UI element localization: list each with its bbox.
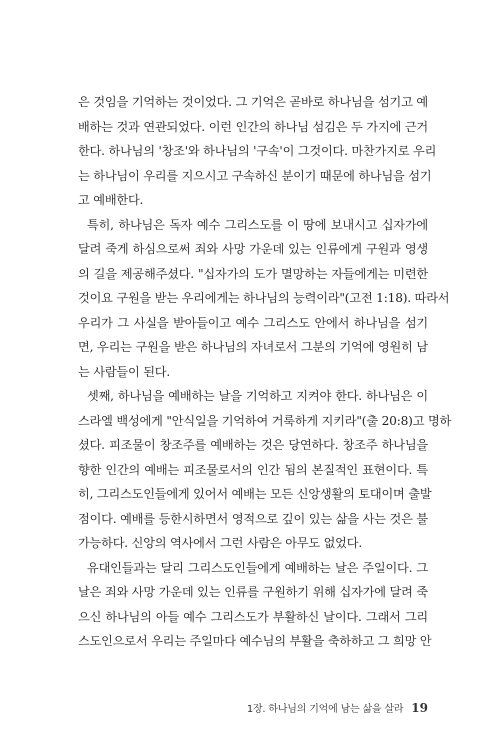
text-line: 고 예배한다. [78, 193, 144, 207]
text-line: 히, 그리스도인들에게 있어서 예배는 모든 신앙생활의 토대이며 출발 [78, 487, 432, 501]
text-line: 점이다. 예배를 등한시하면서 영적으로 깊이 있는 삶을 사는 것은 불 [78, 511, 428, 526]
paragraph-2 [78, 213, 450, 385]
page-footer [247, 700, 428, 715]
page-number: 19 [411, 701, 428, 715]
text-line: 스라엘 백성에게 "안식일을 기억하여 거룩하게 지키라"(출 20:8)고 명하 [78, 413, 452, 428]
running-footer-chapter-title: 1장. 하나님의 기억에 남는 삶을 살라 [246, 704, 404, 715]
text-line: 것이요 구원을 받는 우리에게는 하나님의 능력이라"(고전 1:18). 따라서 [78, 291, 450, 305]
text-line: 유대인들과는 달리 그리스도인들에게 예배하는 날은 주일이다. 그 [87, 560, 428, 575]
text-line: 특히, 하나님은 독자 예수 그리스도를 이 땅에 보내시고 십자가에 [87, 217, 428, 232]
body-text [78, 90, 452, 654]
paragraph-3 [78, 384, 452, 556]
text-line: 셨다. 피조물이 창조주를 예배하는 것은 당연하다. 창조주 하나님을 [78, 438, 428, 452]
text-line: 스도인으로서 우리는 주일마다 예수님의 부활을 축하하고 그 희망 안 [78, 634, 432, 648]
text-line: 는 사람들이 된다. [78, 364, 171, 379]
text-line: 으신 하나님의 아들 예수 그리스도가 부활하신 날이다. 그래서 그리 [78, 609, 428, 624]
paragraph-1 [78, 90, 437, 213]
text-line: 의 길을 제공해주셨다. "십자가의 도가 멸망하는 자들에게는 미련한 [78, 266, 428, 281]
text-line: 는 하나님이 우리를 지으시고 구속하신 분이기 때문에 하나님을 섬기 [78, 168, 432, 183]
text-line: 은 것임을 기억하는 것이었다. 그 기억은 곧바로 하나님을 섬기고 예 [78, 95, 428, 109]
text-line: 향한 인간의 예배는 피조물로서의 인간 됨의 본질적인 표현이다. 특 [78, 462, 428, 477]
text-line: 셋째, 하나님을 예배하는 날을 기억하고 지켜야 한다. 하나님은 이 [87, 389, 428, 403]
text-line: 날은 죄와 사망 가운데 있는 인류를 구원하기 위해 십자가에 달려 죽 [78, 585, 428, 599]
text-line: 한다. 하나님의 '창조'와 하나님의 '구속'이 그것이다. 마찬가지로 우리 [78, 144, 437, 158]
text-line: 달려 죽게 하심으로써 죄와 사망 가운데 있는 인류에게 구원과 영생 [78, 242, 428, 256]
paragraph-4 [78, 556, 432, 654]
text-line: 면, 우리는 구원을 받은 하나님의 자녀로서 그분의 기억에 영원히 남 [78, 340, 428, 354]
text-line: 배하는 것과 연관되었다. 이런 인간의 하나님 섬김은 두 가지에 근거 [78, 119, 428, 134]
text-line: 우리가 그 사실을 받아들이고 예수 그리스도 안에서 하나님을 섬기 [78, 315, 428, 330]
text-line: 가능하다. 신앙의 역사에서 그런 사람은 아무도 없었다. [78, 536, 363, 550]
